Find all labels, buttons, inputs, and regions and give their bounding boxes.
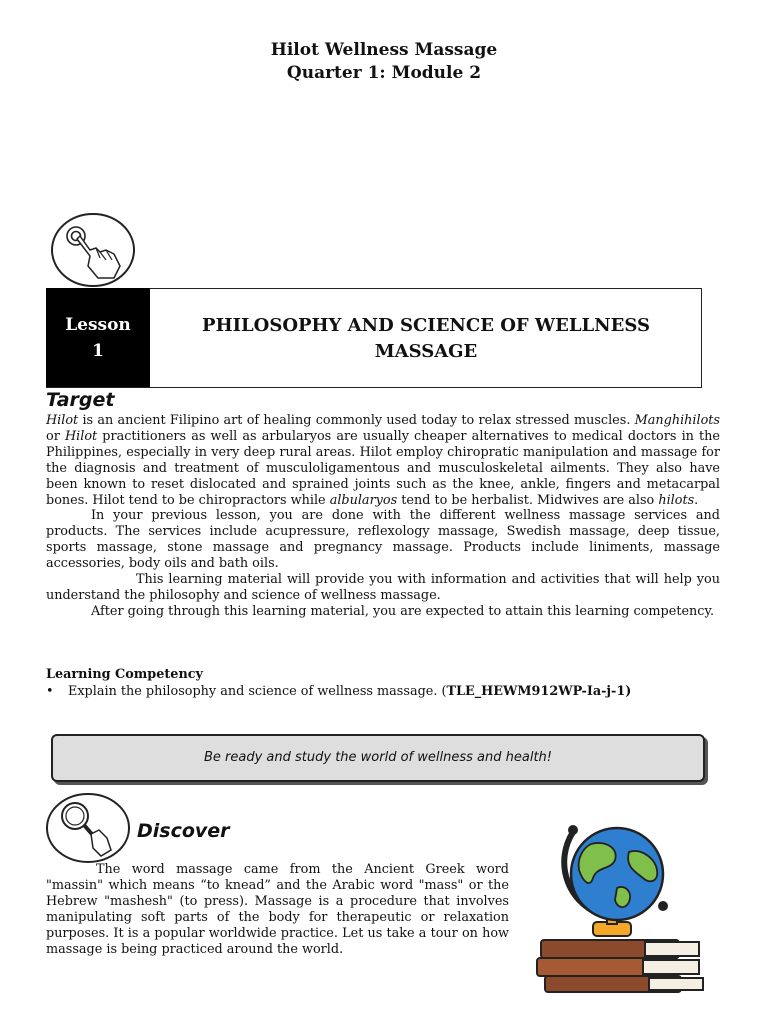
competency-code: TLE_HEWM912WP-Ia-j-1) (446, 684, 632, 699)
target-p1-segment: albularyos (329, 492, 398, 508)
target-p1-segment: Manghihilots (634, 413, 720, 428)
module-subtitle: Quarter 1: Module 2 (286, 63, 482, 83)
target-p1-segment: Hilot (64, 428, 98, 444)
banner-text: Be ready and study the world of wellness and health! (204, 750, 552, 765)
lesson-label: Lesson (65, 315, 131, 335)
target-heading: Target (46, 389, 115, 411)
target-p1-segment: practitioners as well as arbularyos are usually cheaper alternatives to medical doctors in the Philippines, especially in very deep rural areas. Hilot employ chiropratic manipulation and massage for the diagnosis and treatment of musculoligamentous and musculoskeletal ailments. They also have been known to reset dislocated and sprained joints such as the knee, ankle, fingers and metacarpal bones. Hilot tend to be chiropractors while (46, 428, 720, 508)
discover-body (46, 862, 509, 957)
discover-paragraph: The word massage came from the Ancient Greek word "massin" which means “to knead” and the Arabic word "mass" or the Hebrew "mashesh" (to press). Massage is a procedure that involves manipulating soft parts of the body for therapeutic or relaxation purposes. It is a popular worldwide practice. Let us take a tour on how massage is being practiced around the world. (46, 862, 509, 957)
target-p1-segment: . (694, 492, 699, 508)
hand-tap-icon (50, 212, 138, 288)
discover-heading: Discover (137, 820, 230, 842)
competency-heading: Learning Competency (46, 667, 203, 682)
lesson-title (160, 313, 692, 365)
globe-books-illustration (535, 822, 710, 994)
lesson-number: 1 (92, 341, 104, 361)
lesson-number-tab (46, 288, 150, 387)
target-body (46, 413, 720, 620)
competency-text: Explain the philosophy and science of wellness massage. ( (68, 684, 447, 699)
lesson-title-line2: MASSAGE (374, 341, 478, 362)
target-paragraph-1 (46, 413, 720, 508)
competency-item (46, 684, 631, 699)
bullet: • (46, 684, 54, 699)
target-paragraph-3: This learning material will provide you with information and activities that will help you understand the philosophy and science of wellness massage. (46, 572, 720, 603)
target-p1-segment: hilots (658, 492, 695, 508)
magnifier-hand-icon (45, 792, 133, 864)
motivation-banner (51, 734, 705, 782)
module-title: Hilot Wellness Massage (270, 40, 498, 60)
target-paragraph-2: In your previous lesson, you are done with the different wellness massage services and products. The services include acupressure, reflexology massage, Swedish massage, deep tissue, sports massage, stone massage and pregnancy massage. Products include liniments, massage accessories, body oils and bath oils. (46, 508, 720, 572)
target-p1-segment: or (46, 428, 65, 444)
target-p1-segment: tend to be herbalist. Midwives are also (397, 492, 659, 508)
lesson-title-line1: PHILOSOPHY AND SCIENCE OF WELLNESS (202, 315, 650, 336)
target-p1-segment: Hilot (46, 413, 79, 428)
target-p1-segment: is an ancient Filipino art of healing commonly used today to relax stressed muscles. (78, 413, 635, 428)
target-paragraph-4: After going through this learning material, you are expected to attain this learning competency. (91, 603, 715, 619)
